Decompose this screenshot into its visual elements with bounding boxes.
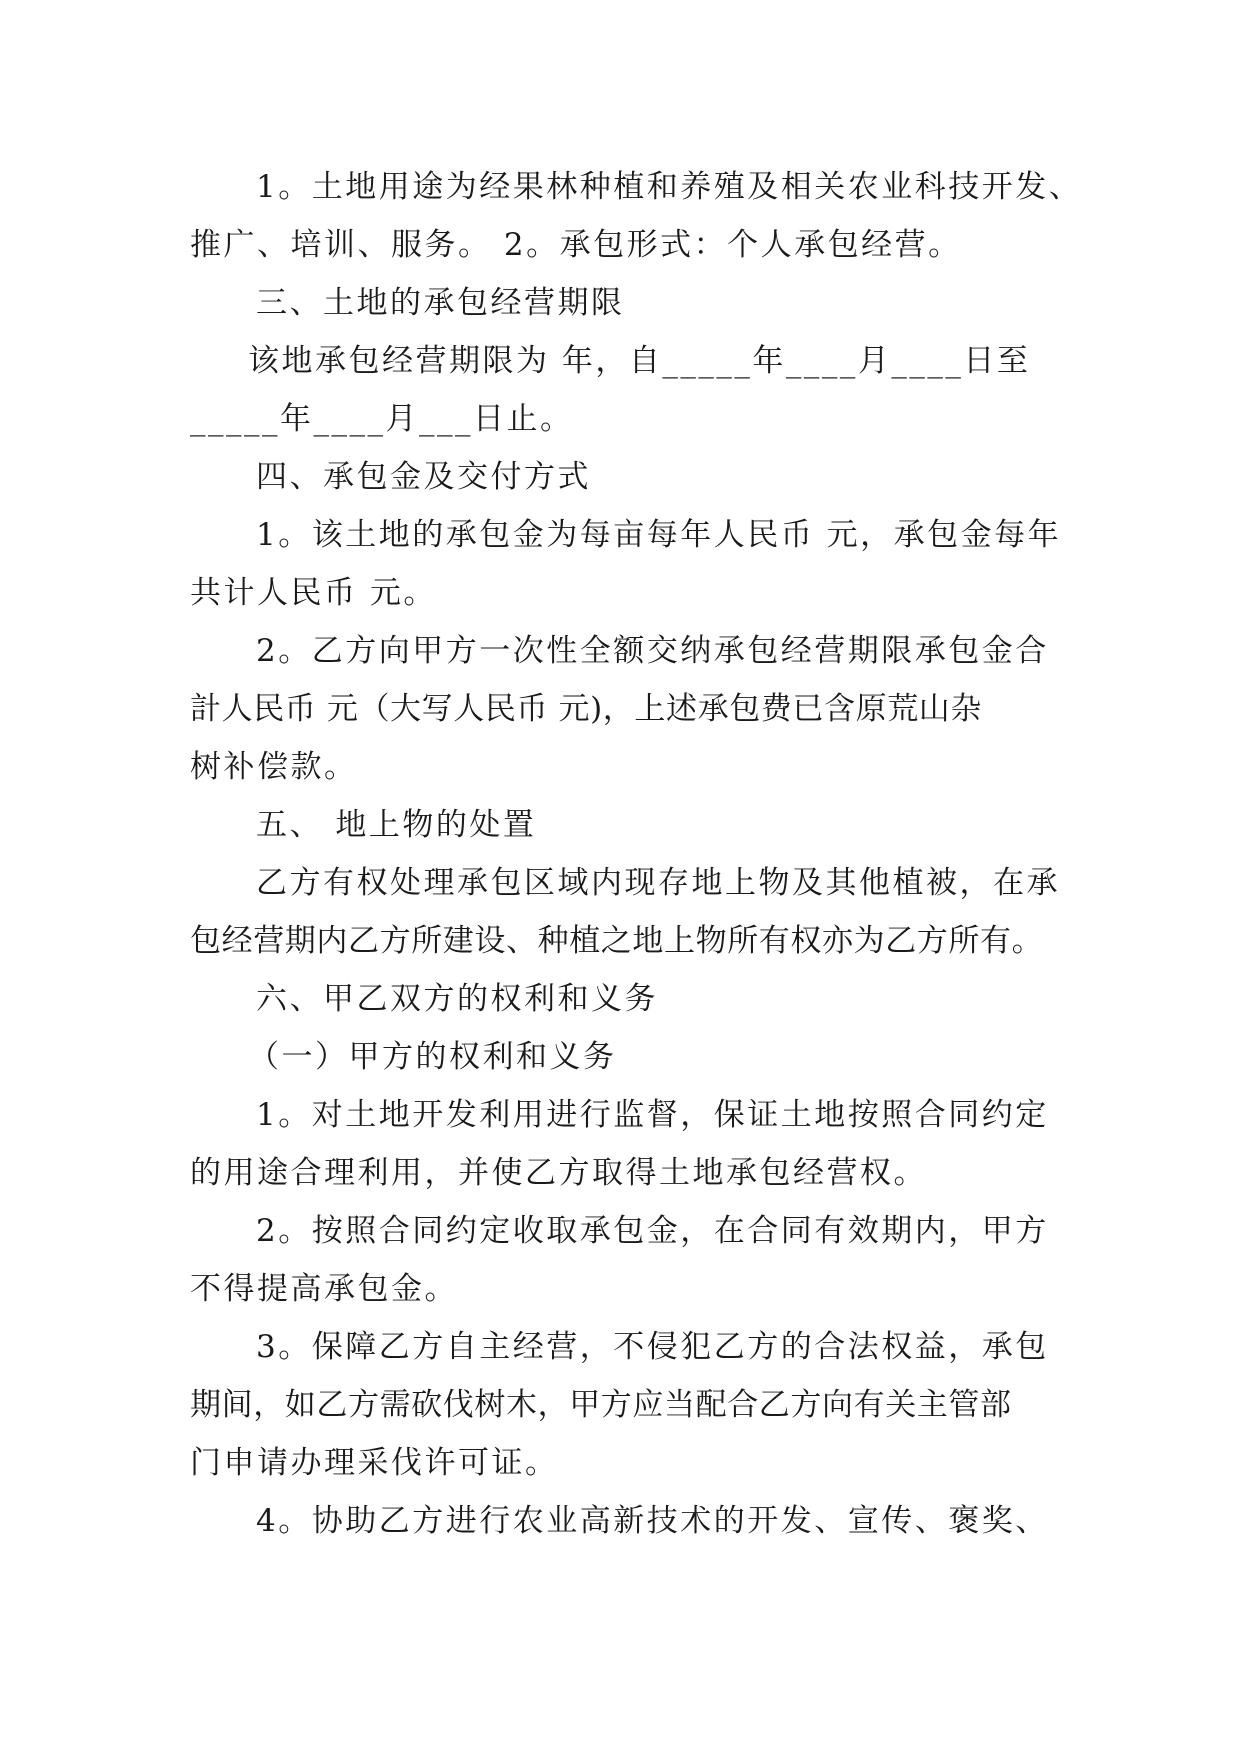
text-line-20: 不得提高承包金。	[190, 1271, 458, 1307]
text-line-23: 门申请办理采伐许可证。	[190, 1445, 559, 1481]
text-line-1: 1。土地用途为经果林种植和养殖及相关农业科技开发、	[256, 169, 1083, 205]
text-line-19: 2。按照合同约定收取承包金，在合同有效期内，甲方	[256, 1213, 1049, 1249]
text-line-7: 1。该土地的承包金为每亩每年人民币 元，承包金每年	[256, 517, 1062, 553]
document-page	[190, 158, 1083, 1550]
text-line-5: _____年____月___日止。	[190, 401, 574, 437]
text-line-8: 共计人民币 元。	[190, 575, 437, 611]
section-heading-5: 五、 地上物的处置	[256, 807, 537, 843]
text-line-14: 包经营期内乙方所建设、种植之地上物所有权亦为乙方所有。	[190, 923, 1044, 959]
text-line-9: 2。乙方向甲方一次性全额交纳承包经营期限承包金合	[256, 633, 1049, 669]
text-line-13: 乙方有权处理承包区域内现存地上物及其他植被，在承	[256, 865, 1060, 901]
section-heading-4: 四、承包金及交付方式	[256, 459, 591, 495]
text-line-4: 该地承包经营期限为 年，自_____年____月____日至	[248, 343, 1031, 379]
text-line-21: 3。保障乙方自主经营，不侵犯乙方的合法权益，承包	[256, 1329, 1049, 1365]
text-line-17: 1。对土地开发利用进行监督，保证土地按照合同约定	[256, 1097, 1049, 1133]
subsection-heading-1: （一）甲方的权利和义务	[248, 1039, 617, 1075]
text-line-10: 計人民币 元（大写人民币 元)，上述承包费已含原荒山杂	[190, 691, 982, 727]
text-line-24: 4。协助乙方进行农业高新技术的开发、宣传、褒奖、	[256, 1503, 1049, 1539]
text-line-2: 推广、培训、服务。 2。承包形式：个人承包经营。	[190, 227, 962, 263]
text-line-11: 树补偿款。	[190, 749, 358, 785]
section-heading-6: 六、甲乙双方的权利和义务	[256, 981, 658, 1017]
text-line-18: 的用途合理利用，并使乙方取得土地承包经营权。	[190, 1155, 927, 1191]
text-line-22: 期间，如乙方需砍伐树木，甲方应当配合乙方向有关主管部	[190, 1387, 1012, 1423]
section-heading-3: 三、土地的承包经营期限	[256, 285, 625, 321]
